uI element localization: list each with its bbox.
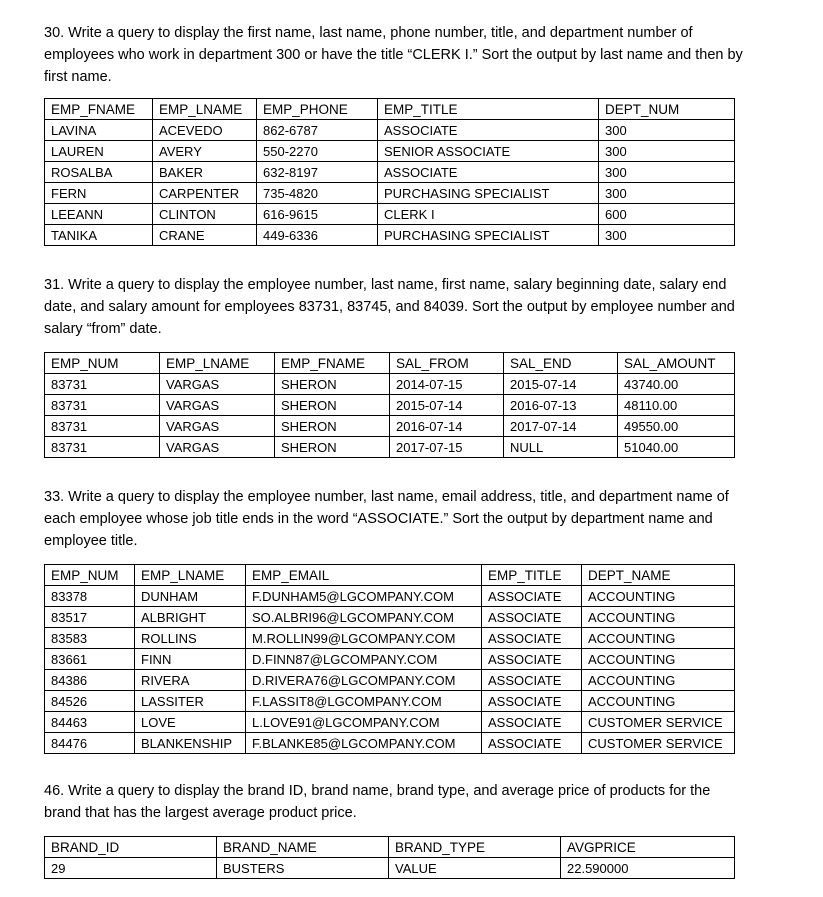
question-31-text: 31. Write a query to display the employee number, last name, first name, salary beginning date, salary end date, and salary amount for employees 83731, 83745, and 84039. Sort the output by employee number and salary “from” date. [44,277,735,337]
results-table-q46 [44,836,735,879]
table-cell: 2017-07-15 [390,437,504,458]
column-header: EMP_NUM [45,565,135,586]
table-row [45,858,735,879]
table-cell: 84386 [45,670,135,691]
table-cell: SO.ALBRI96@LGCOMPANY.COM [246,607,482,628]
table-cell: ASSOCIATE [482,712,582,733]
table-cell: ACCOUNTING [582,586,735,607]
column-header: SAL_AMOUNT [618,353,735,374]
table-cell: ASSOCIATE [378,162,599,183]
table-row [45,162,735,183]
table-cell: 83731 [45,374,160,395]
table-cell: 550-2270 [257,141,378,162]
column-header: EMP_TITLE [482,565,582,586]
table-cell: 84476 [45,733,135,754]
table-cell: BAKER [153,162,257,183]
table-cell: VARGAS [160,374,275,395]
results-table-q31 [44,352,735,458]
table-cell: ASSOCIATE [482,628,582,649]
table-cell: CLERK I [378,204,599,225]
question-30-text: 30. Write a query to display the first name, last name, phone number, title, and department number of employees who work in department 300 or have the title “CLERK I.” Sort the output by last name and then by first name. [44,25,743,85]
table-cell: 735-4820 [257,183,378,204]
table-header-row [45,99,735,120]
table-cell: LAVINA [45,120,153,141]
table-cell: SHERON [275,395,390,416]
table-cell: VARGAS [160,437,275,458]
table-cell: LEEANN [45,204,153,225]
column-header: BRAND_TYPE [389,837,561,858]
column-header: EMP_FNAME [45,99,153,120]
table-cell: ASSOCIATE [482,649,582,670]
table-cell: FERN [45,183,153,204]
table-cell: 83583 [45,628,135,649]
table-cell: NULL [504,437,618,458]
table-row [45,141,735,162]
table-row [45,225,735,246]
table-cell: ACCOUNTING [582,670,735,691]
results-table-q33 [44,564,735,754]
table-cell: 862-6787 [257,120,378,141]
table-cell: 2016-07-13 [504,395,618,416]
table-header-row [45,565,735,586]
column-header: SAL_FROM [390,353,504,374]
results-table-q30 [44,98,735,246]
table-cell: 449-6336 [257,225,378,246]
table-cell: ALBRIGHT [135,607,246,628]
table-cell: L.LOVE91@LGCOMPANY.COM [246,712,482,733]
table-cell: 300 [599,120,735,141]
table-cell: M.ROLLIN99@LGCOMPANY.COM [246,628,482,649]
column-header: BRAND_NAME [217,837,389,858]
table-row [45,691,735,712]
table-cell: BLANKENSHIP [135,733,246,754]
table-cell: SENIOR ASSOCIATE [378,141,599,162]
table-row [45,670,735,691]
column-header: EMP_PHONE [257,99,378,120]
table-cell: 83731 [45,416,160,437]
table-cell: 2015-07-14 [504,374,618,395]
table-cell: ACCOUNTING [582,691,735,712]
column-header: EMP_LNAME [135,565,246,586]
table-cell: 43740.00 [618,374,735,395]
table-header-row [45,837,735,858]
table-cell: 2016-07-14 [390,416,504,437]
table-row [45,416,735,437]
table-cell: SHERON [275,374,390,395]
table-cell: 29 [45,858,217,879]
table-header-row [45,353,735,374]
column-header: EMP_LNAME [160,353,275,374]
column-header: AVGPRICE [561,837,735,858]
table-cell: 632-8197 [257,162,378,183]
column-header: SAL_END [504,353,618,374]
column-header: EMP_EMAIL [246,565,482,586]
table-cell: ASSOCIATE [482,691,582,712]
table-row [45,437,735,458]
table-row [45,628,735,649]
table-cell: CUSTOMER SERVICE [582,712,735,733]
table-cell: VARGAS [160,416,275,437]
table-row [45,374,735,395]
table-cell: 600 [599,204,735,225]
column-header: EMP_TITLE [378,99,599,120]
table-cell: TANIKA [45,225,153,246]
table-cell: PURCHASING SPECIALIST [378,225,599,246]
table-cell: VARGAS [160,395,275,416]
table-cell: PURCHASING SPECIALIST [378,183,599,204]
column-header: EMP_NUM [45,353,160,374]
table-cell: 83517 [45,607,135,628]
table-cell: AVERY [153,141,257,162]
table-cell: F.DUNHAM5@LGCOMPANY.COM [246,586,482,607]
table-cell: 84526 [45,691,135,712]
table-cell: 2014-07-15 [390,374,504,395]
table-cell: 83731 [45,395,160,416]
table-cell: 2017-07-14 [504,416,618,437]
table-cell: D.RIVERA76@LGCOMPANY.COM [246,670,482,691]
table-row [45,733,735,754]
table-cell: CRANE [153,225,257,246]
table-row [45,183,735,204]
table-cell: 2015-07-14 [390,395,504,416]
table-cell: 300 [599,162,735,183]
table-cell: CLINTON [153,204,257,225]
table-cell: ASSOCIATE [482,670,582,691]
table-cell: F.BLANKE85@LGCOMPANY.COM [246,733,482,754]
column-header: DEPT_NUM [599,99,735,120]
table-cell: 83378 [45,586,135,607]
table-cell: F.LASSIT8@LGCOMPANY.COM [246,691,482,712]
table-cell: SHERON [275,437,390,458]
column-header: EMP_FNAME [275,353,390,374]
table-cell: ACCOUNTING [582,628,735,649]
table-cell: CARPENTER [153,183,257,204]
table-cell: 83731 [45,437,160,458]
column-header: BRAND_ID [45,837,217,858]
table-cell: SHERON [275,416,390,437]
table-cell: CUSTOMER SERVICE [582,733,735,754]
table-cell: D.FINN87@LGCOMPANY.COM [246,649,482,670]
column-header: EMP_LNAME [153,99,257,120]
table-cell: ASSOCIATE [378,120,599,141]
table-cell: LASSITER [135,691,246,712]
table-cell: 48110.00 [618,395,735,416]
table-cell: BUSTERS [217,858,389,879]
table-cell: DUNHAM [135,586,246,607]
table-cell: ACCOUNTING [582,607,735,628]
table-cell: ASSOCIATE [482,733,582,754]
table-cell: 84463 [45,712,135,733]
table-row [45,204,735,225]
question-33-text: 33. Write a query to display the employee number, last name, email address, title, and department name of each employee whose job title ends in the word “ASSOCIATE.” Sort the output by department name and employee title. [44,489,729,549]
table-cell: ACCOUNTING [582,649,735,670]
table-cell: 616-9615 [257,204,378,225]
table-row [45,649,735,670]
table-cell: ROLLINS [135,628,246,649]
table-cell: 51040.00 [618,437,735,458]
table-cell: ASSOCIATE [482,607,582,628]
table-cell: FINN [135,649,246,670]
table-cell: 300 [599,183,735,204]
table-cell: 83661 [45,649,135,670]
question-46-text: 46. Write a query to display the brand ID, brand name, brand type, and average price of products for the brand that has the largest average product price. [44,783,711,821]
table-cell: 49550.00 [618,416,735,437]
table-cell: LOVE [135,712,246,733]
table-row [45,712,735,733]
table-cell: ASSOCIATE [482,586,582,607]
table-row [45,607,735,628]
table-cell: VALUE [389,858,561,879]
table-row [45,120,735,141]
table-cell: 300 [599,141,735,162]
table-row [45,395,735,416]
table-cell: RIVERA [135,670,246,691]
table-cell: 300 [599,225,735,246]
table-cell: ACEVEDO [153,120,257,141]
column-header: DEPT_NAME [582,565,735,586]
table-cell: 22.590000 [561,858,735,879]
table-cell: ROSALBA [45,162,153,183]
table-cell: LAUREN [45,141,153,162]
table-row [45,586,735,607]
